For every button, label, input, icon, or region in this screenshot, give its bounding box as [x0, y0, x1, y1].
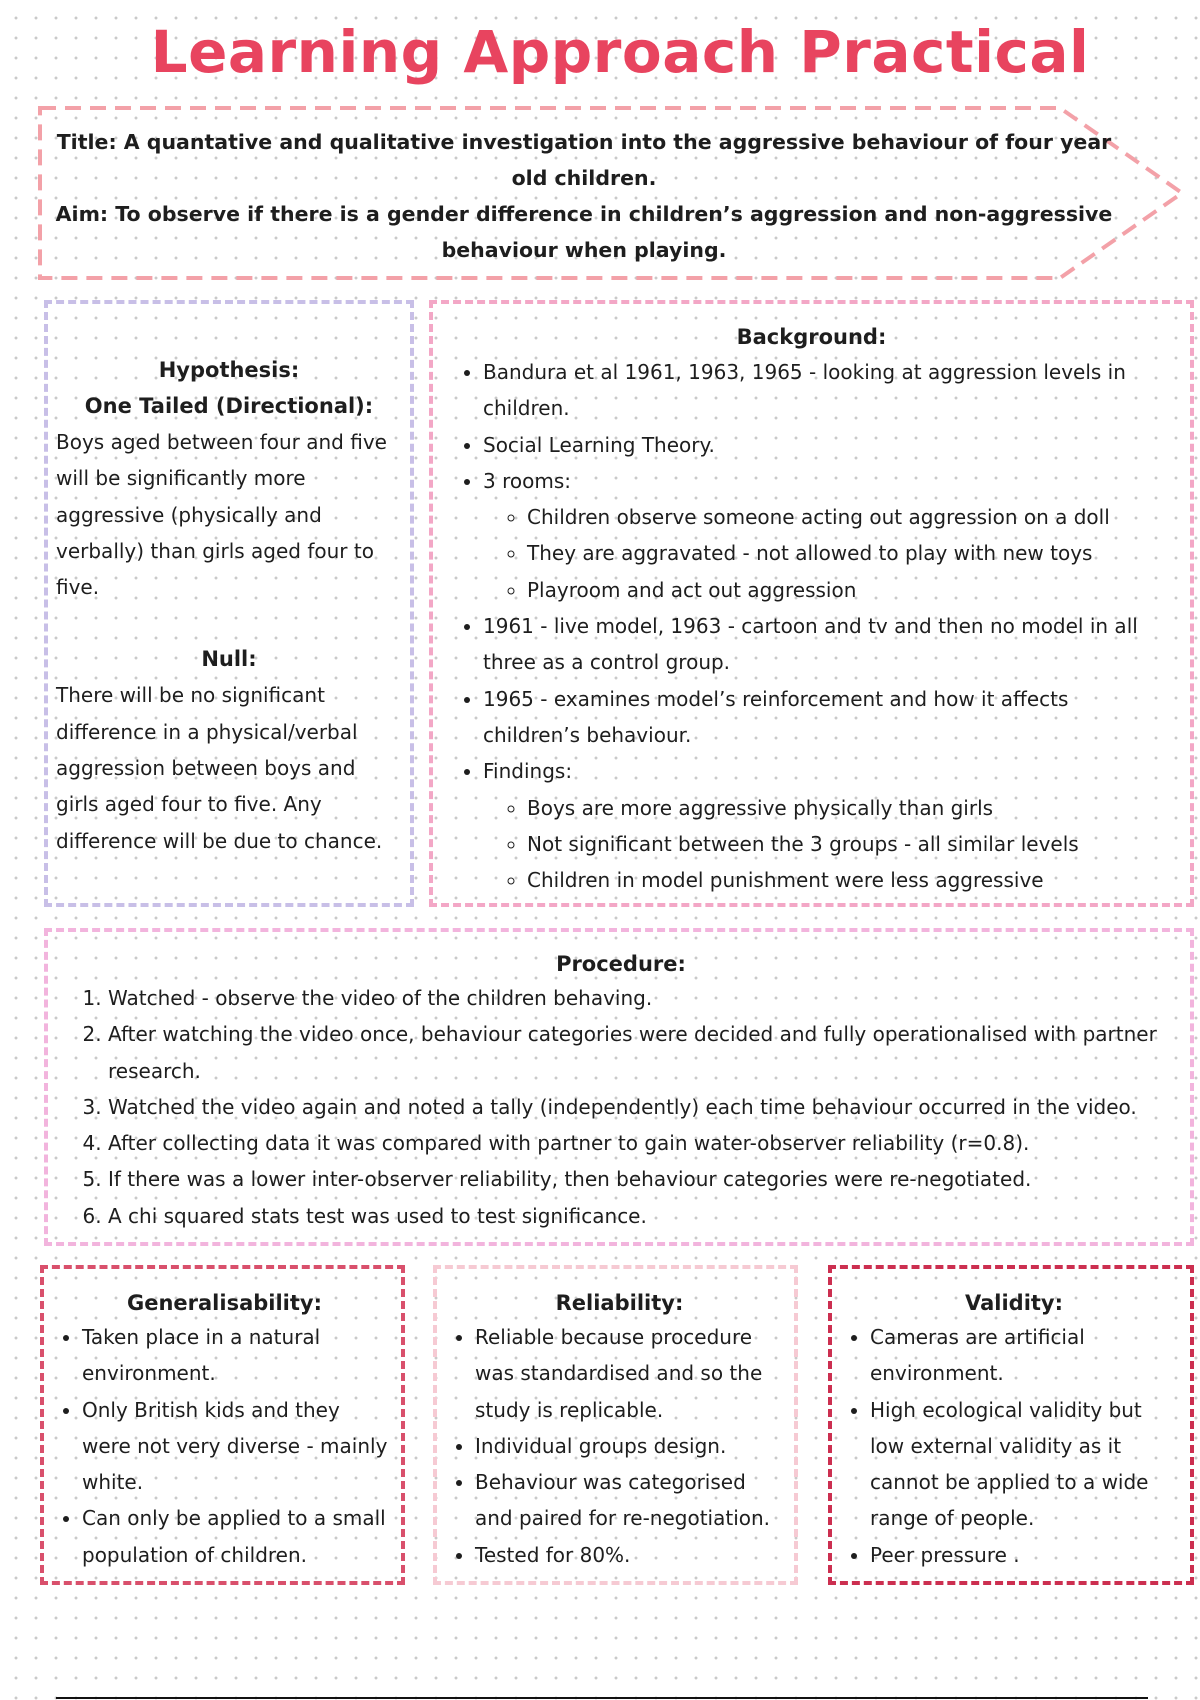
procedure-step: 3. Watched the video again and noted a tally (independently) each time behaviour occurred in the video. — [108, 1089, 1170, 1125]
hypothesis-heading: Hypothesis: — [158, 358, 300, 382]
sub-list-item: ◦ Not significant between the 3 groups - all similar levels — [527, 826, 1170, 862]
list-item: • Cameras are artificial environment. — [870, 1319, 1180, 1392]
reliability-heading: Reliability: — [555, 1291, 684, 1315]
procedure-heading: Procedure: — [556, 952, 686, 976]
list-item: • Tested for 80%. — [475, 1537, 786, 1573]
study-aim: Aim: To observe if there is a gender difference in children’s aggression and non-aggressive behaviour when playing. — [55, 202, 1113, 262]
sub-list-item: ◦ Playroom and act out aggression — [527, 572, 1170, 608]
null-heading: Null: — [201, 647, 257, 672]
title-aim-banner — [44, 124, 1124, 268]
bottom-divider — [56, 1697, 1148, 1699]
list-item: • Behaviour was categorised and paired for re-negotiation. — [475, 1464, 786, 1537]
procedure-steps — [72, 980, 1170, 1234]
list-item: • 1965 - examines model’s reinforcement and how it affects children’s behaviour. — [483, 681, 1170, 754]
list-item: • Can only be applied to a small population of children. — [82, 1500, 389, 1573]
procedure-step: 5. If there was a lower inter-observer reliability, then behaviour categories were re-negotiated. — [108, 1161, 1170, 1197]
background-panel — [429, 300, 1194, 907]
list-item: • Peer pressure . — [870, 1537, 1180, 1573]
null-text: There will be no significant difference in a physical/verbal aggression between boys and girls aged four to five. Any difference will be due to chance. — [56, 683, 383, 853]
rooms-sublist — [483, 499, 1170, 608]
procedure-step: 4. After collecting data it was compared with partner to gain water-observer reliability (r=0.8). — [108, 1125, 1170, 1161]
list-item — [483, 463, 1170, 608]
generalisability-heading: Generalisability: — [126, 1291, 323, 1315]
validity-heading: Validity: — [964, 1291, 1064, 1315]
list-item: • Bandura et al 1961, 1963, 1965 - looking at aggression levels in children. — [483, 354, 1170, 427]
validity-list — [848, 1319, 1180, 1573]
procedure-step: 1. Watched - observe the video of the children behaving. — [108, 980, 1170, 1016]
sub-list-item: ◦ Children observe someone acting out aggression on a doll — [527, 499, 1170, 535]
sub-list-item: ◦ Children in model punishment were less aggressive — [527, 862, 1170, 898]
hypothesis-panel — [44, 300, 414, 907]
list-item: • Social Learning Theory. — [483, 427, 1170, 463]
findings-sublist — [483, 790, 1170, 899]
sub-list-item: ◦ They are aggravated - not allowed to play with new toys — [527, 535, 1170, 571]
procedure-step: 6. A chi squared stats test was used to test significance. — [108, 1198, 1170, 1234]
generalisability-list — [60, 1319, 389, 1573]
list-item-label: Findings: — [483, 759, 573, 784]
list-item-label: 3 rooms: — [483, 468, 571, 493]
generalisability-panel — [40, 1265, 405, 1585]
one-tailed-text: Boys aged between four and five will be significantly more aggressive (physically and verbally) than girls aged four to five. — [56, 430, 387, 600]
page-title: Learning Approach Practical — [150, 18, 1090, 86]
sub-list-item: ◦ Boys are more aggressive physically than girls — [527, 790, 1170, 826]
list-item: • Individual groups design. — [475, 1428, 786, 1464]
list-item: • 1961 - live model, 1963 - cartoon and tv and then no model in all three as a control group. — [483, 608, 1170, 681]
study-title: Title: A quantative and qualitative investigation into the aggressive behaviour of four year old children. — [56, 130, 1112, 190]
list-item: • Only British kids and they were not very diverse - mainly white. — [82, 1392, 389, 1501]
one-tailed-heading: One Tailed (Directional): — [84, 394, 374, 418]
list-item: • Reliable because procedure was standardised and so the study is replicable. — [475, 1319, 786, 1428]
procedure-step: 2. After watching the video once, behaviour categories were decided and fully operationalised with partner research. — [108, 1016, 1170, 1089]
list-item: • Taken place in a natural environment. — [82, 1319, 389, 1392]
background-heading: Background: — [736, 325, 887, 349]
background-list — [453, 354, 1170, 898]
reliability-panel — [433, 1265, 798, 1585]
list-item — [483, 753, 1170, 898]
procedure-panel — [44, 928, 1194, 1246]
list-item: • High ecological validity but low external validity as it cannot be applied to a wide range of people. — [870, 1392, 1180, 1537]
reliability-list — [453, 1319, 786, 1573]
validity-panel — [828, 1265, 1194, 1585]
